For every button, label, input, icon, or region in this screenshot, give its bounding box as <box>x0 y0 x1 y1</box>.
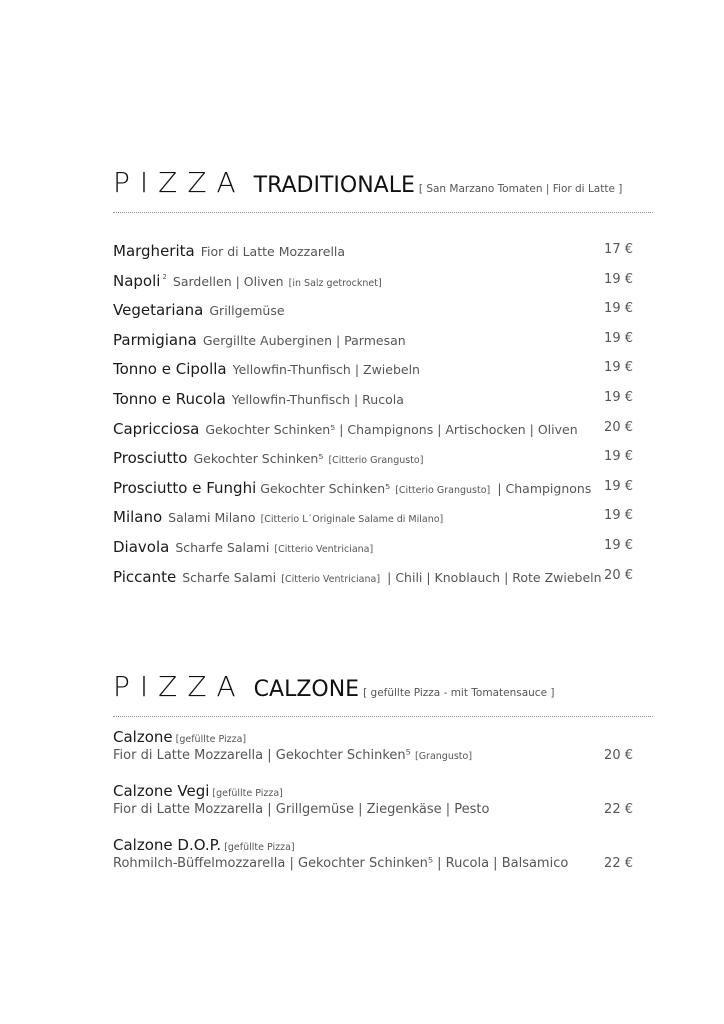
section-traditionale <box>113 166 653 596</box>
menu-item <box>113 359 653 389</box>
item-note: [gefüllte Pizza] <box>212 788 283 799</box>
item-brand-note: [Grangusto] <box>414 751 473 762</box>
menu-item <box>113 567 653 597</box>
item-name: Tonno e Rucola <box>113 389 226 408</box>
menu-item <box>113 835 653 889</box>
item-desc: Fior di Latte Mozzarella <box>200 244 346 259</box>
menu-item <box>113 419 653 449</box>
menu-item <box>113 330 653 360</box>
item-name: Piccante <box>113 567 177 586</box>
item-price: 20 € <box>604 419 633 435</box>
menu-item <box>113 537 653 567</box>
item-name: Calzone D.O.P. <box>113 836 222 854</box>
item-name: Vegetariana <box>113 301 204 320</box>
item-price: 19 € <box>604 537 633 553</box>
item-desc: Gergillte Auberginen | Parmesan <box>202 332 406 348</box>
item-price: 19 € <box>604 478 633 494</box>
menu-item <box>113 781 653 835</box>
item-brand-note: [Citterio Grangusto] <box>328 455 424 467</box>
item-desc-extra: | Chili | Knoblauch | Rote Zwiebeln <box>387 569 602 585</box>
menu-list <box>113 727 653 889</box>
item-name: Diavola <box>113 537 170 556</box>
item-name: Tonno e Cipolla <box>113 360 227 379</box>
menu-item <box>113 271 653 301</box>
item-desc: Salami Milano <box>168 510 256 526</box>
item-price: 17 € <box>604 242 633 257</box>
section-calzone <box>113 670 653 889</box>
menu-item <box>113 727 653 781</box>
item-desc: Scharfe Salami <box>182 569 277 585</box>
item-brand-note: [in Salz getrocknet] <box>288 277 382 289</box>
section-note: [ gefüllte Pizza - mit Tomatensauce ] <box>363 687 555 699</box>
item-name: Capricciosa <box>113 419 200 438</box>
item-name: Margherita <box>113 242 195 260</box>
item-desc: Scharfe Salami <box>175 539 270 555</box>
pizza-heading: PIZZA <box>113 166 246 199</box>
item-desc: Gekochter Schinken⁵ | Champignons | Artischocken | Oliven <box>205 421 578 437</box>
item-brand-note: [Citterio Ventriciana] <box>274 543 374 555</box>
menu-item <box>113 241 653 271</box>
item-price: 19 € <box>604 449 633 465</box>
item-desc-extra: | Champignons <box>497 480 592 496</box>
item-price: 20 € <box>604 748 633 763</box>
menu-item <box>113 478 653 508</box>
item-price: 19 € <box>604 330 633 346</box>
item-desc: Rohmilch-Büffelmozzarella | Gekochter Schinken⁵ | Rucola | Balsamico <box>113 856 569 871</box>
item-name: Parmigiana <box>113 330 197 349</box>
item-name: Milano <box>113 508 163 527</box>
section-heading <box>113 166 653 206</box>
menu-item <box>113 507 653 537</box>
item-desc: Fior di Latte Mozzarella | Gekochter Schinken⁵ <box>113 748 411 763</box>
item-price: 19 € <box>604 271 633 287</box>
item-brand-note: [Citterio L´Originale Salame di Milano] <box>260 514 444 526</box>
item-brand-note: [Citterio Grangusto] <box>395 484 491 496</box>
divider <box>113 716 653 717</box>
section-note: [ San Marzano Tomaten | Fior di Latte ] <box>418 183 623 195</box>
divider <box>113 212 653 213</box>
pizza-heading: PIZZA <box>113 670 246 703</box>
item-price: 19 € <box>604 508 633 524</box>
item-name: Calzone <box>113 728 173 746</box>
item-price: 22 € <box>604 856 633 871</box>
menu-item <box>113 448 653 478</box>
item-desc: Yellowfin-Thunfisch | Zwiebeln <box>232 362 420 378</box>
menu-list <box>113 241 653 596</box>
item-footnote: 2 <box>162 273 167 282</box>
item-price: 19 € <box>604 301 633 317</box>
item-desc: Grillgemüse <box>209 303 285 319</box>
section-subtitle: TRADITIONALE <box>253 173 415 198</box>
item-desc: Gekochter Schinken⁵ <box>260 480 391 496</box>
item-price: 19 € <box>604 360 633 376</box>
item-name: Prosciutto <box>113 449 188 468</box>
item-desc: Gekochter Schinken⁵ <box>193 451 324 467</box>
item-name: Prosciutto e Funghi <box>113 478 257 497</box>
item-name: Calzone Vegi <box>113 782 210 800</box>
item-price: 19 € <box>604 389 633 405</box>
section-heading <box>113 670 653 710</box>
menu-item <box>113 300 653 330</box>
item-price: 22 € <box>604 802 633 817</box>
item-desc: Sardellen | Oliven <box>172 273 284 289</box>
item-note: [gefüllte Pizza] <box>224 842 295 853</box>
item-name: Napoli <box>113 271 161 290</box>
item-note: [gefüllte Pizza] <box>175 734 247 745</box>
item-desc: Fior di Latte Mozzarella | Grillgemüse | Ziegenkäse | Pesto <box>113 802 490 817</box>
menu-item <box>113 389 653 419</box>
item-brand-note: [Citterio Ventriciana] <box>281 573 381 585</box>
item-price: 20 € <box>604 567 633 583</box>
item-desc: Yellowfin-Thunfisch | Rucola <box>231 391 404 407</box>
section-subtitle: CALZONE <box>253 677 360 702</box>
